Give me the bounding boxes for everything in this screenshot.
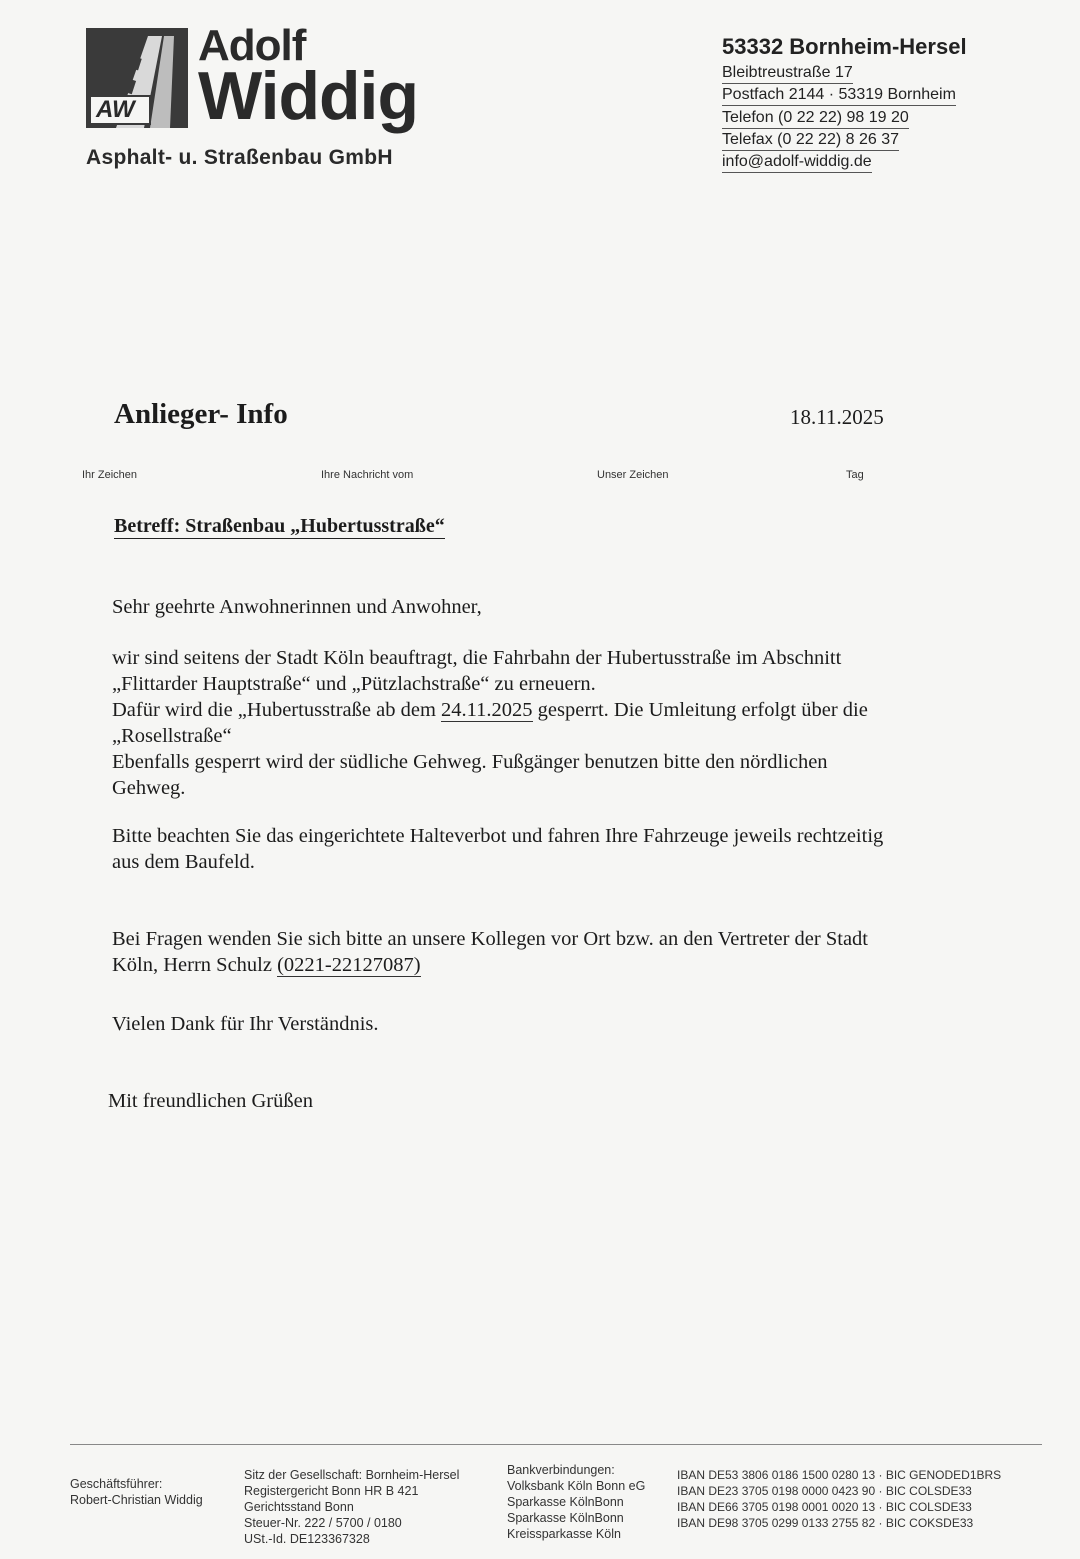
footer-divider: [70, 1444, 1042, 1445]
paragraph-line: Gehweg.: [112, 777, 186, 799]
legal-line: Gerichtsstand Bonn: [244, 1500, 354, 1514]
ref-label-day: Tag: [846, 469, 864, 481]
paragraph-line-closure: [112, 697, 972, 723]
footer-legal: [244, 1467, 459, 1547]
paragraph-line: „Flittarder Hauptstraße“ und „Pützlachstraße“ zu erneuern.: [112, 673, 596, 695]
closure-text-post: gesperrt. Die Umleitung erfolgt über die: [532, 699, 868, 721]
bank-name: Sparkasse KölnBonn: [507, 1511, 624, 1525]
paragraph-parking: [112, 823, 972, 875]
salutation: Sehr geehrte Anwohnerinnen und Anwohner,: [112, 596, 482, 618]
subject-line: Betreff: Straßenbau „Hubertusstraße“: [114, 515, 445, 537]
paragraph-line-contact: [112, 952, 972, 978]
bank-iban: IBAN DE23 3705 0198 0000 0423 90 · BIC COLSDE33: [677, 1484, 972, 1498]
footer-banks: [507, 1462, 645, 1542]
paragraph-line: Ebenfalls gesperrt wird der südliche Gehweg. Fußgänger benutzen bitte den nördlichen: [112, 751, 828, 773]
address-email: info@adolf-widdig.de: [722, 153, 872, 173]
document-date: 18.11.2025: [790, 405, 884, 429]
paragraph-line: wir sind seitens der Stadt Köln beauftragt, die Fahrbahn der Hubertusstraße im Abschnitt: [112, 647, 842, 669]
bank-label: Bankverbindungen:: [507, 1463, 615, 1477]
footer-ibans: [677, 1467, 1001, 1531]
company-name: [198, 21, 418, 134]
paragraph-contact: [112, 926, 972, 978]
management-name: Robert-Christian Widdig: [70, 1493, 203, 1507]
legal-line: Steuer-Nr. 222 / 5700 / 0180: [244, 1516, 402, 1530]
bank-iban: IBAN DE66 3705 0198 0001 0020 13 · BIC COLSDE33: [677, 1500, 972, 1514]
legal-line: Registergericht Bonn HR B 421: [244, 1484, 419, 1498]
bank-name: Volksbank Köln Bonn eG: [507, 1479, 646, 1493]
thanks-line: Vielen Dank für Ihr Verständnis.: [112, 1013, 379, 1035]
company-subtitle: Asphalt- u. Straßenbau GmbH: [86, 146, 393, 169]
bank-iban: IBAN DE98 3705 0299 0133 2755 82 · BIC COKSDE33: [677, 1516, 974, 1530]
address-postbox: Postfach 2144 · 53319 Bornheim: [722, 86, 956, 106]
legal-line: Sitz der Gesellschaft: Bornheim-Hersel: [244, 1468, 460, 1482]
address-fax: Telefax (0 22 22) 8 26 37: [722, 131, 899, 151]
address-phone: Telefon (0 22 22) 98 19 20: [722, 109, 909, 129]
closure-text-pre: Dafür wird die „Hubertusstraße ab dem: [112, 699, 442, 721]
management-label: Geschäftsführer:: [70, 1477, 163, 1491]
paragraph-line: Bitte beachten Sie das eingerichtete Halteverbot und fahren Ihre Fahrzeuge jeweils rechtzeitig: [112, 825, 884, 847]
closure-date: 24.11.2025: [441, 699, 533, 721]
company-first-name: Adolf: [198, 21, 306, 70]
paragraph-line: aus dem Baufeld.: [112, 851, 255, 873]
logo-monogram: AW: [96, 96, 135, 123]
ref-label-our-sign: Unser Zeichen: [597, 469, 669, 481]
company-last-name: Widdig: [198, 57, 418, 134]
ref-label-your-sign: Ihr Zeichen: [82, 469, 138, 481]
address-street: Bleibtreustraße 17: [722, 64, 853, 84]
ref-label-your-message: Ihre Nachricht vom: [321, 469, 414, 481]
legal-line: USt.-Id. DE123367328: [244, 1532, 370, 1546]
footer-management: [70, 1476, 203, 1508]
contact-text-pre: Köln, Herrn Schulz: [112, 954, 278, 976]
detour-street: „Rosellstraße“: [112, 725, 232, 747]
address-city: 53332 Bornheim-Hersel: [722, 34, 967, 59]
contact-phone: (0221-22127087): [277, 954, 421, 976]
bank-name: Sparkasse KölnBonn: [507, 1495, 624, 1509]
paragraph-assignment: [112, 645, 972, 801]
bank-iban: IBAN DE53 3806 0186 1500 0280 13 · BIC GENODED1BRS: [677, 1468, 1002, 1482]
company-logo-mark: [86, 28, 188, 128]
document-title: Anlieger- Info: [114, 398, 288, 430]
paragraph-line: Bei Fragen wenden Sie sich bitte an unsere Kollegen vor Ort bzw. an den Vertreter der Stadt: [112, 928, 868, 950]
closing-line: Mit freundlichen Grüßen: [108, 1090, 313, 1112]
bank-name: Kreissparkasse Köln: [507, 1527, 621, 1541]
